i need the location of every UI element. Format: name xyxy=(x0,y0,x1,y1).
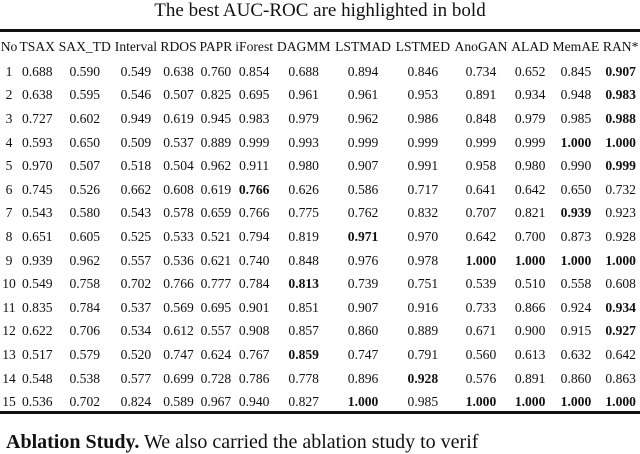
table-cell: 0.857 xyxy=(288,323,319,339)
table-cell: 0.702 xyxy=(69,394,101,410)
table-cell: 0.934 xyxy=(514,87,546,103)
table-cell: 0.747 xyxy=(347,346,379,362)
table-cell: 1.000 xyxy=(514,252,546,268)
table-cell: 0.638 xyxy=(163,63,194,79)
table-cell: 0.507 xyxy=(163,87,194,103)
table-row xyxy=(0,131,640,155)
table-cell: 1.000 xyxy=(605,394,636,410)
table-bottom-rule xyxy=(0,411,640,414)
table-cell: 0.999 xyxy=(605,158,636,174)
table-cell: 0.990 xyxy=(560,158,592,174)
table-cell: 0.558 xyxy=(560,276,592,292)
table-cell: 0.848 xyxy=(465,110,497,126)
table-row xyxy=(0,367,640,391)
table-cell: 0.896 xyxy=(347,370,379,386)
table-cell: 1.000 xyxy=(560,134,592,150)
table-cell: 0.778 xyxy=(288,370,319,386)
table-row xyxy=(0,107,640,131)
table-cell: 0.518 xyxy=(120,158,152,174)
table-cell: 0.537 xyxy=(120,299,152,315)
table-cell: 1.000 xyxy=(605,134,636,150)
table-cell: 0.608 xyxy=(605,276,636,292)
table-cell: 0.766 xyxy=(238,181,270,197)
table-cell: 0.557 xyxy=(200,323,232,339)
row-number: 13 xyxy=(2,346,16,362)
table-cell: 0.945 xyxy=(200,110,232,126)
table-cell: 0.642 xyxy=(514,181,546,197)
table-cell: 0.734 xyxy=(465,63,497,79)
table-cell: 0.794 xyxy=(238,228,270,244)
table-cell: 0.576 xyxy=(465,370,497,386)
table-cell: 0.999 xyxy=(514,134,546,150)
table-cell: 0.526 xyxy=(69,181,101,197)
table-cell: 0.813 xyxy=(288,276,319,292)
table-cell: 0.786 xyxy=(238,370,270,386)
table-cell: 0.659 xyxy=(200,205,232,221)
table-cell: 0.624 xyxy=(200,346,232,362)
table-cell: 0.939 xyxy=(560,205,592,221)
table-cell: 0.539 xyxy=(465,276,497,292)
table-row xyxy=(0,343,640,367)
table-cell: 0.751 xyxy=(407,276,439,292)
table-cell: 0.891 xyxy=(514,370,546,386)
table-cell: 0.593 xyxy=(21,134,53,150)
row-number: 5 xyxy=(5,158,13,174)
table-row xyxy=(0,154,640,178)
table-cell: 0.543 xyxy=(120,205,152,221)
table-cell: 0.650 xyxy=(69,134,101,150)
table-cell: 0.777 xyxy=(200,276,232,292)
table-cell: 0.900 xyxy=(514,323,546,339)
table-cell: 0.999 xyxy=(238,134,270,150)
table-cell: 0.537 xyxy=(163,134,194,150)
row-number: 15 xyxy=(2,394,16,410)
table-cell: 0.745 xyxy=(21,181,53,197)
table-cell: 0.983 xyxy=(238,110,270,126)
table-cell: 0.948 xyxy=(560,87,592,103)
column-header-anogan: AnoGAN xyxy=(454,38,508,54)
table-cell: 0.859 xyxy=(288,346,319,362)
table-cell: 0.688 xyxy=(288,63,319,79)
table-cell: 0.891 xyxy=(465,87,497,103)
ablation-text: We also carried the ablation study to verif xyxy=(144,431,479,453)
table-cell: 0.700 xyxy=(514,228,546,244)
table-row xyxy=(0,60,640,84)
table-cell: 0.549 xyxy=(21,276,53,292)
table-cell: 0.961 xyxy=(288,87,319,103)
row-number: 9 xyxy=(5,252,13,268)
table-cell: 0.907 xyxy=(605,63,636,79)
table-cell: 1.000 xyxy=(465,252,497,268)
table-cell: 0.911 xyxy=(239,158,270,174)
column-header-sax-td: SAX_TD xyxy=(58,38,111,54)
table-cell: 0.560 xyxy=(465,346,497,362)
table-header-row xyxy=(0,33,640,60)
row-number: 11 xyxy=(2,299,16,315)
table-cell: 0.727 xyxy=(21,110,53,126)
table-cell: 0.642 xyxy=(465,228,497,244)
table-cell: 0.970 xyxy=(21,158,53,174)
table-cell: 0.546 xyxy=(120,87,152,103)
table-cell: 0.688 xyxy=(21,63,53,79)
table-cell: 0.534 xyxy=(120,323,152,339)
table-cell: 0.762 xyxy=(347,205,379,221)
table-cell: 0.851 xyxy=(288,299,319,315)
table-cell: 0.923 xyxy=(605,205,636,221)
table-cell: 0.695 xyxy=(238,87,270,103)
table-cell: 0.739 xyxy=(347,276,379,292)
table-cell: 0.525 xyxy=(120,228,152,244)
table-cell: 0.821 xyxy=(514,205,546,221)
row-number: 12 xyxy=(2,323,16,339)
table-cell: 0.543 xyxy=(21,205,53,221)
table-cell: 0.521 xyxy=(200,228,232,244)
column-header-ran: RAN* xyxy=(602,38,639,54)
table-cell: 0.863 xyxy=(605,370,636,386)
column-header-rdos: RDOS xyxy=(160,38,197,54)
table-cell: 0.766 xyxy=(238,205,270,221)
table-cell: 1.000 xyxy=(560,394,592,410)
table-cell: 0.536 xyxy=(21,394,53,410)
table-cell: 0.507 xyxy=(69,158,101,174)
table-cell: 0.651 xyxy=(21,228,53,244)
row-number: 6 xyxy=(5,181,13,197)
table-cell: 0.825 xyxy=(200,87,232,103)
table-row xyxy=(0,225,640,249)
table-cell: 0.569 xyxy=(163,299,194,315)
table-cell: 0.760 xyxy=(200,63,232,79)
row-number: 7 xyxy=(5,205,13,221)
table-cell: 0.626 xyxy=(288,181,319,197)
table-cell: 0.533 xyxy=(163,228,194,244)
table-cell: 0.549 xyxy=(120,63,152,79)
table-cell: 0.979 xyxy=(514,110,546,126)
table-cell: 0.986 xyxy=(407,110,439,126)
table-cell: 0.586 xyxy=(347,181,379,197)
table-cell: 0.819 xyxy=(288,228,319,244)
table-cell: 0.846 xyxy=(407,63,439,79)
table-cell: 0.652 xyxy=(514,63,546,79)
table-cell: 0.993 xyxy=(288,134,319,150)
table-cell: 0.510 xyxy=(514,276,546,292)
column-header-memae: MemAE xyxy=(552,38,600,54)
row-number: 3 xyxy=(5,110,13,126)
table-row xyxy=(0,202,640,226)
table-cell: 0.983 xyxy=(605,87,636,103)
table-cell: 0.889 xyxy=(200,134,232,150)
table-cell: 0.579 xyxy=(69,346,101,362)
ablation-paragraph xyxy=(6,430,478,454)
table-cell: 0.845 xyxy=(560,63,592,79)
column-header-interval: Interval xyxy=(114,38,158,54)
table-row xyxy=(0,178,640,202)
table-cell: 0.999 xyxy=(407,134,439,150)
table-cell: 0.991 xyxy=(407,158,439,174)
table-cell: 0.907 xyxy=(347,299,379,315)
table-cell: 0.732 xyxy=(605,181,636,197)
table-cell: 0.590 xyxy=(69,63,101,79)
table-cell: 0.767 xyxy=(238,346,270,362)
row-number: 14 xyxy=(2,370,16,386)
table-cell: 0.928 xyxy=(605,228,636,244)
column-header-lstmad: LSTMAD xyxy=(335,38,391,54)
table-cell: 0.985 xyxy=(407,394,439,410)
table-cell: 0.538 xyxy=(69,370,101,386)
table-cell: 0.962 xyxy=(69,252,101,268)
table-cell: 0.979 xyxy=(288,110,319,126)
table-cell: 0.999 xyxy=(347,134,379,150)
column-header-lstmed: LSTMED xyxy=(395,38,451,54)
table-cell: 0.999 xyxy=(465,134,497,150)
table-cell: 0.854 xyxy=(238,63,270,79)
table-cell: 0.621 xyxy=(200,252,232,268)
table-cell: 0.907 xyxy=(347,158,379,174)
table-cell: 0.978 xyxy=(407,252,439,268)
table-cell: 0.916 xyxy=(407,299,439,315)
table-cell: 0.695 xyxy=(200,299,232,315)
table-cell: 0.641 xyxy=(465,181,497,197)
table-cell: 0.980 xyxy=(514,158,546,174)
ablation-heading: Ablation Study. xyxy=(6,431,140,453)
table-cell: 0.702 xyxy=(120,276,152,292)
table-cell: 0.901 xyxy=(238,299,270,315)
table-cell: 0.949 xyxy=(120,110,152,126)
table-cell: 0.504 xyxy=(163,158,194,174)
table-cell: 1.000 xyxy=(560,252,592,268)
row-number: 4 xyxy=(5,134,13,150)
table-cell: 0.976 xyxy=(347,252,379,268)
table-cell: 0.962 xyxy=(200,158,232,174)
table-cell: 0.619 xyxy=(163,110,194,126)
column-header-alad: ALAD xyxy=(511,38,549,54)
table-cell: 0.848 xyxy=(288,252,319,268)
table-cell: 0.835 xyxy=(21,299,53,315)
auc-roc-table xyxy=(0,33,640,414)
table-cell: 0.602 xyxy=(69,110,101,126)
table-cell: 0.733 xyxy=(465,299,497,315)
table-cell: 0.924 xyxy=(560,299,592,315)
table-cell: 1.000 xyxy=(514,394,546,410)
table-cell: 0.758 xyxy=(69,276,101,292)
table-cell: 0.548 xyxy=(21,370,53,386)
table-cell: 0.580 xyxy=(69,205,101,221)
table-cell: 0.536 xyxy=(163,252,194,268)
table-cell: 0.927 xyxy=(605,323,636,339)
table-cell: 0.699 xyxy=(163,370,194,386)
table-cell: 0.612 xyxy=(163,323,194,339)
table-caption: The best AUC-ROC are highlighted in bold xyxy=(154,0,486,21)
column-header-papr: PAPR xyxy=(199,38,233,54)
table-cell: 0.605 xyxy=(69,228,101,244)
table-cell: 1.000 xyxy=(605,252,636,268)
table-cell: 0.728 xyxy=(200,370,232,386)
table-cell: 0.953 xyxy=(407,87,439,103)
table-cell: 0.595 xyxy=(69,87,101,103)
table-cell: 0.961 xyxy=(347,87,379,103)
column-header-tsax: TSAX xyxy=(19,38,55,54)
table-cell: 0.971 xyxy=(347,228,379,244)
table-cell: 0.619 xyxy=(200,181,232,197)
table-cell: 0.662 xyxy=(120,181,152,197)
table-cell: 0.707 xyxy=(465,205,497,221)
table-cell: 0.608 xyxy=(163,181,194,197)
table-cell: 0.860 xyxy=(347,323,379,339)
table-cell: 0.747 xyxy=(163,346,194,362)
table-cell: 0.632 xyxy=(560,346,592,362)
table-row xyxy=(0,249,640,273)
table-cell: 0.671 xyxy=(465,323,497,339)
table-cell: 0.638 xyxy=(21,87,53,103)
table-cell: 0.517 xyxy=(21,346,53,362)
table-cell: 0.940 xyxy=(238,394,270,410)
table-cell: 0.988 xyxy=(605,110,636,126)
table-cell: 0.740 xyxy=(238,252,270,268)
table-cell: 0.827 xyxy=(288,394,319,410)
table-cell: 0.873 xyxy=(560,228,592,244)
table-cell: 0.622 xyxy=(21,323,53,339)
table-cell: 0.613 xyxy=(514,346,546,362)
column-header-iforest: iForest xyxy=(235,38,274,54)
table-cell: 0.509 xyxy=(120,134,152,150)
table-cell: 0.934 xyxy=(605,299,636,315)
table-cell: 0.706 xyxy=(69,323,101,339)
table-cell: 0.557 xyxy=(120,252,152,268)
table-cell: 0.578 xyxy=(163,205,194,221)
table-top-rule xyxy=(0,29,640,32)
table-cell: 1.000 xyxy=(347,394,379,410)
table-cell: 0.577 xyxy=(120,370,152,386)
table-cell: 0.928 xyxy=(407,370,439,386)
table-cell: 0.784 xyxy=(69,299,101,315)
table-cell: 0.915 xyxy=(560,323,592,339)
table-cell: 0.717 xyxy=(407,181,439,197)
table-cell: 1.000 xyxy=(465,394,497,410)
table-cell: 0.824 xyxy=(120,394,152,410)
table-cell: 0.866 xyxy=(514,299,546,315)
table-cell: 0.766 xyxy=(163,276,194,292)
table-cell: 0.642 xyxy=(605,346,636,362)
table-cell: 0.520 xyxy=(120,346,152,362)
row-number: 8 xyxy=(5,228,13,244)
column-header-dagmm: DAGMM xyxy=(276,38,331,54)
table-cell: 0.894 xyxy=(347,63,379,79)
column-header-no: No xyxy=(0,38,18,54)
row-number: 10 xyxy=(2,276,16,292)
table-cell: 0.791 xyxy=(407,346,439,362)
table-cell: 0.970 xyxy=(407,228,439,244)
table-cell: 0.980 xyxy=(288,158,319,174)
table-cell: 0.860 xyxy=(560,370,592,386)
table-cell: 0.775 xyxy=(288,205,319,221)
table-cell: 0.908 xyxy=(238,323,270,339)
table-row xyxy=(0,272,640,296)
table-row xyxy=(0,320,640,344)
table-cell: 0.939 xyxy=(21,252,53,268)
table-cell: 0.589 xyxy=(163,394,194,410)
table-cell: 0.985 xyxy=(560,110,592,126)
table-cell: 0.889 xyxy=(407,323,439,339)
row-number: 2 xyxy=(5,87,13,103)
table-cell: 0.650 xyxy=(560,181,592,197)
table-row xyxy=(0,84,640,108)
table-cell: 0.832 xyxy=(407,205,439,221)
table-row xyxy=(0,296,640,320)
table-cell: 0.967 xyxy=(200,394,232,410)
row-number: 1 xyxy=(5,63,13,79)
table-cell: 0.784 xyxy=(238,276,270,292)
table-cell: 0.958 xyxy=(465,158,497,174)
table-cell: 0.962 xyxy=(347,110,379,126)
